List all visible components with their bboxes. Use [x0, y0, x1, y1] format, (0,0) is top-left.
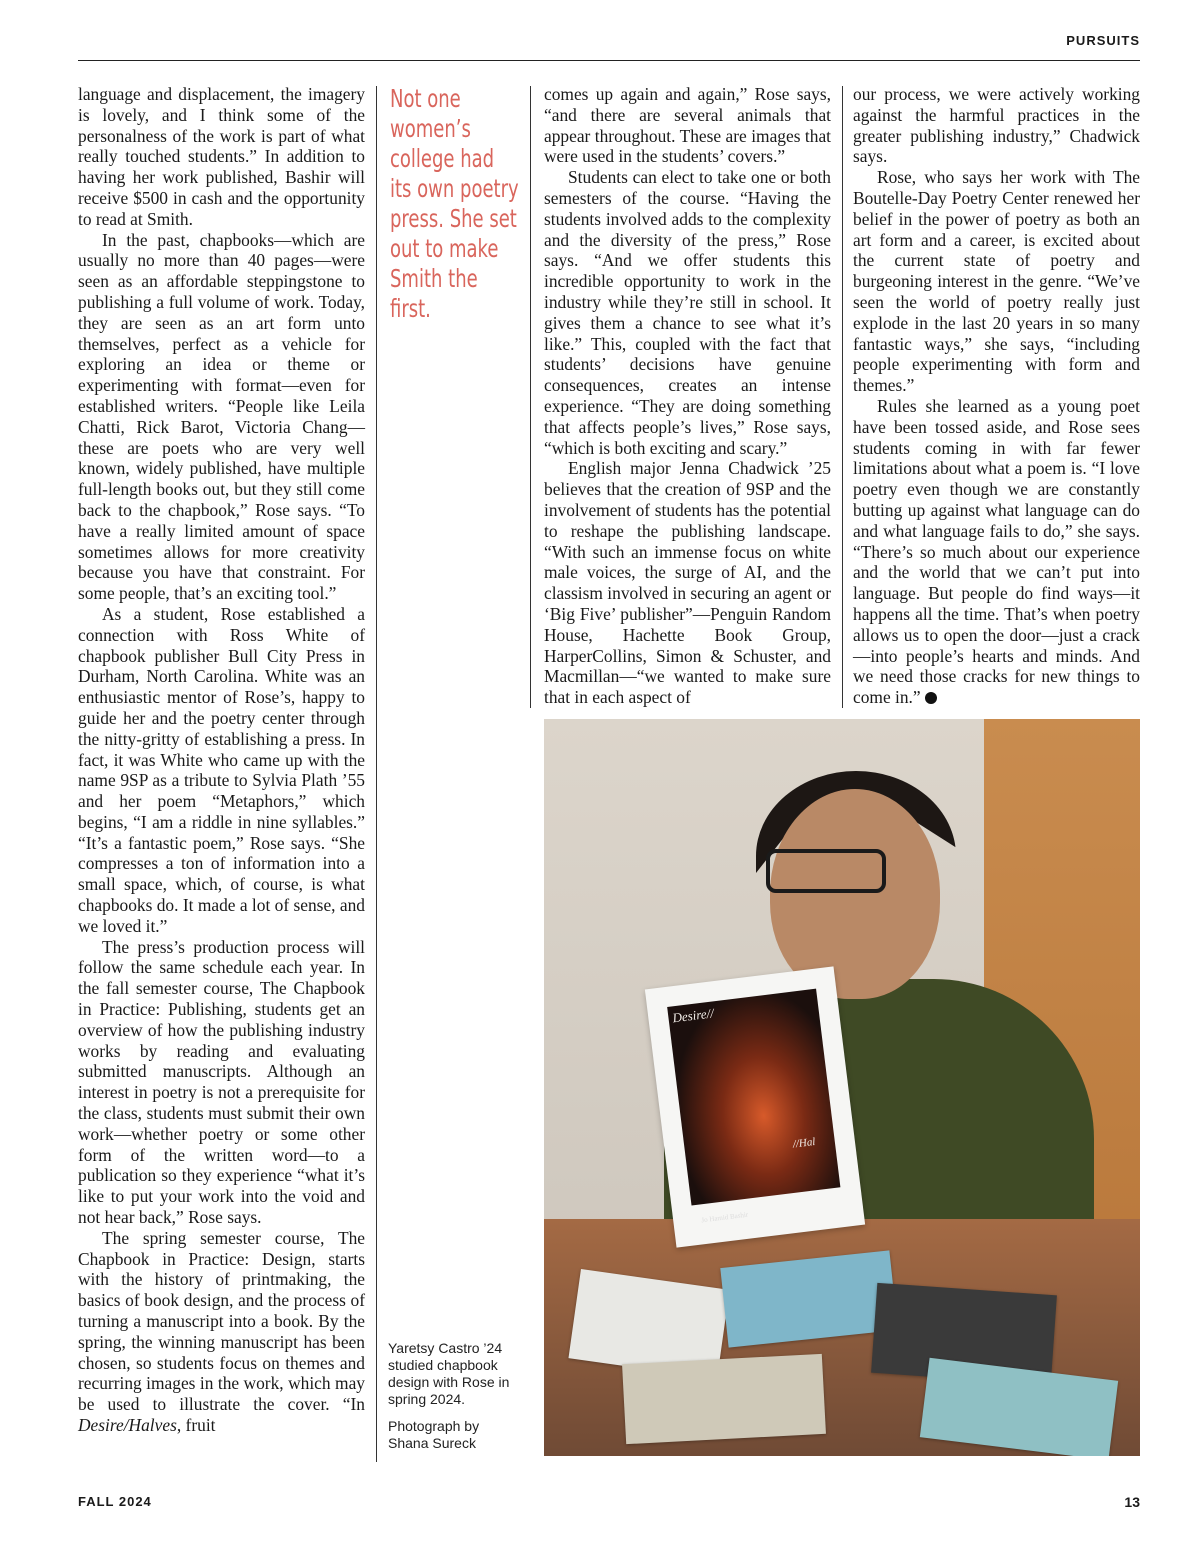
article-column-3 — [544, 84, 831, 708]
scattered-print — [622, 1354, 826, 1444]
page-number: 13 — [1124, 1494, 1140, 1510]
article-column-1 — [78, 84, 365, 1436]
paragraph: As a student, Rose established a connection with Ross White of chapbook publisher Bull City Press in Durham, North Carolina. White was an enthusiastic mentor of Rose’s, happy to guide her and the poetry center through the nitty-gritty of establishing a press. In fact, it was White who came up with the name 9SP as a tribute to Sylvia Plath ’55 and her poem “Metaphors,” which begins, “I am a riddle in nine syllables.” “It’s a fantastic poem,” Rose says. “She compresses a ton of information into a small space, which, of course, is what chapbooks do. It made a lot of sense, and we loved it.” — [78, 603, 365, 936]
student-photo — [544, 719, 1140, 1456]
paragraph: In the past, chapbooks—which are usually no more than 40 pages—were seen as an affordable steppingstone to publishing a full volume of work. Today, they are seen as an art form unto themselves, perfect as a vehicle for exploring an idea or theme or experimenting with format—even for established writers. “People like Leila Chatti, Rick Barot, Victoria Chang—these are poets who are very well known, widely published, have multiple full-length books out, but they still come back to the chapbook,” Rose says. “To have a really limited amount of space sometimes allows for more creativity because you have that constraint. For some people, that’s an exciting tool.” — [78, 229, 365, 604]
column-divider — [376, 86, 377, 1462]
paragraph-text: The spring semester course, The Chapbook in Practice: Design, starts with the history of printmaking, the basics of book design, and the process of turning a manuscript into a book. By the spring, the winning manuscript has been chosen, so students focus on themes and recurring images in the work, which may be used to illustrate the cover. “In — [78, 1227, 365, 1415]
caption-text: Yaretsy Castro ’24 studied chapbook design with Rose in spring 2024. — [388, 1340, 510, 1407]
paragraph — [78, 1228, 365, 1436]
pull-quote: Not one women’s college had its own poetry press. She set out to make Smith the first. — [390, 84, 519, 323]
column-divider — [842, 86, 843, 708]
end-mark-icon — [925, 692, 937, 704]
paragraph: language and displacement, the imagery is lovely, and I think some of the personalness of the work is part of what really touched students.” In addition to having her work published, Bashir will receive $500 in cash and the opportunity to read at Smith. — [78, 84, 365, 229]
paragraph: Rose, who says her work with The Boutelle-Day Poetry Center renewed her belief in the power of poetry as both an art form and a career, is excited about the current state of poetry and burgeoning interest in the genre. “We’ve seen the world of poetry really just explode in the last 20 years in so many fantastic ways,” she says, “including people experimenting with form and themes.” — [853, 167, 1140, 396]
book-title: Desire/Halves — [78, 1415, 177, 1435]
paragraph-text: Rules she learned as a young poet have been tossed aside, and Rose sees students coming in with far fewer limitations about what a poem is. “I love poetry even though we are constantly butting up against what language can do and what language fails to do,” she says. “There’s so much about our experience and the world that we can’t put into language. But people do find ways—it happens all the time. That’s when poetry allows us to open the door—just a crack—into people’s hearts and minds. And we need those cracks for new things to come in.” — [853, 395, 1140, 708]
paragraph-tail: , fruit — [176, 1415, 216, 1435]
header-rule — [78, 60, 1140, 61]
column-divider — [530, 86, 531, 708]
paragraph: Students can elect to take one or both semesters of the course. “Having the students involved adds to the complexity and the diversity of the press,” Rose says. “And we offer students this incredible opportunity to work in the industry while they’re still in school. It gives them a chance to see what it’s like.” This, coupled with the fact that students’ decisions have genuine consequences, creates an intense experience. “They are doing something that affects people’s lives,” Rose says, “which is both exciting and scary.” — [544, 167, 831, 458]
section-label: PURSUITS — [1066, 33, 1140, 48]
paragraph: comes up again and again,” Rose says, “and there are several animals that appear throughout. These are images that were used in the students’ covers.” — [544, 84, 831, 167]
paragraph: English major Jenna Chadwick ’25 believes that the creation of 9SP and the involvement of students has the potential to reshape the publishing landscape. “With such an immense focus on white male voices, the surge of AI, and the classism involved in securing an agent or ‘Big Five’ publisher”—Penguin Random House, Hachette Book Group, HarperCollins, Simon & Schuster, and Macmillan—“we wanted to make sure that in each aspect of — [544, 458, 831, 708]
article-column-4 — [853, 84, 1140, 708]
photo-face — [770, 789, 940, 999]
paragraph: our process, we were actively working against the harmful practices in the greater publishing industry,” Chadwick says. — [853, 84, 1140, 167]
photo-credit: Photograph by Shana Sureck — [388, 1418, 480, 1451]
chapbook-cover-print — [645, 966, 865, 1247]
photo-caption — [388, 1340, 518, 1452]
paragraph: The press’s production process will follow the same schedule each year. In the fall semester course, The Chapbook in Practice: Publishing, students get an overview of how the publishing industry works by reading and evaluating submitted manuscripts. Although an interest in poetry is not a prerequisite for the class, students must submit their own work—whether poetry or some other form of the written word—to a publication so they experience “what it’s like to put your work into the void and not hear back,” Rose says. — [78, 936, 365, 1228]
photo-glasses — [766, 849, 886, 893]
cover-title-right: //Hal — [792, 1135, 817, 1151]
cover-title: Desire// — [671, 1005, 715, 1026]
paragraph — [853, 396, 1140, 708]
cover-author: Jo Hamid Bashir — [700, 1210, 749, 1225]
issue-label: FALL 2024 — [78, 1494, 152, 1509]
